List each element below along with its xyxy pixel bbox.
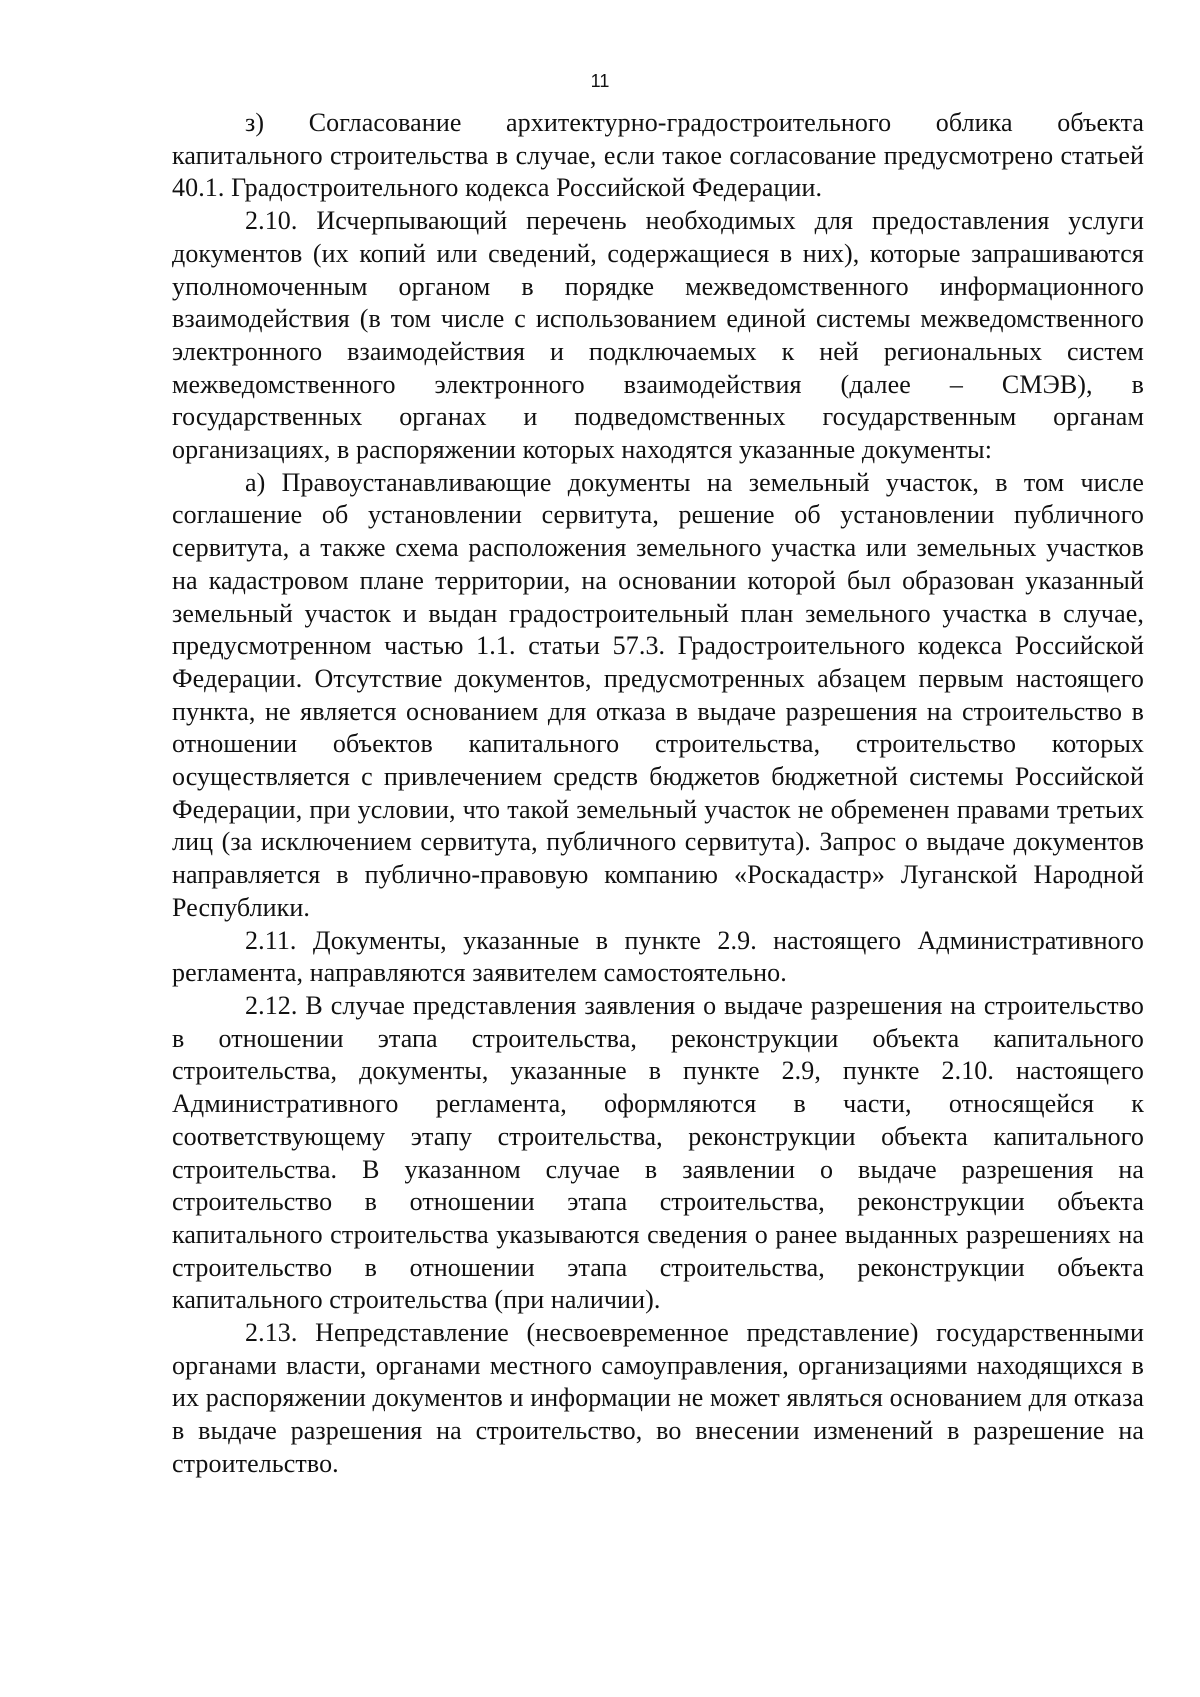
document-body bbox=[172, 107, 1144, 1481]
paragraph-2-12: 2.12. В случае представления заявления о выдаче разрешения на строительство в отношении этапа строительства, реконструкции объекта капитального строительства, документы, указанные в пункте 2.9, пункте 2.10. настоящего Административного регламента, оформляются в части, относящейся к соответствующему этапу строительства, реконструкции объекта капитального строительства. В указанном случае в заявлении о выдаче разрешения на строительство в отношении этапа строительства, реконструкции объекта капитального строительства указываются сведения о ранее выданных разрешениях на строительство в отношении этапа строительства, реконструкции объекта капитального строительства (при наличии). bbox=[172, 990, 1144, 1315]
paragraph-2-10: 2.10. Исчерпывающий перечень необходимых для предоставления услуги документов (их копий или сведений, содержащиеся в них), которые запрашиваются уполномоченным органом в порядке межведомственного информационного взаимодействия (в том числе с использованием единой системы межведомственного электронного взаимодействия и подключаемых к ней региональных систем межведомственного электронного взаимодействия (далее – СМЭВ), в государственных органах и подведомственных государственным органам организациях, в распоряжении которых находятся указанные документы: bbox=[172, 206, 1144, 465]
paragraph-z-architectural-approval: з) Согласование архитектурно-градостроительного облика объекта капитального строительства в случае, если такое согласование предусмотрено статьей 40.1. Градостроительного кодекса Российской Федерации. bbox=[172, 108, 1144, 203]
paragraph-2-11: 2.11. Документы, указанные в пункте 2.9. настоящего Административного регламента, направляются заявителем самостоятельно. bbox=[172, 925, 1144, 988]
paragraph-a-title-documents: а) Правоустанавливающие документы на земельный участок, в том числе соглашение об установлении сервитута, решение об установлении публичного сервитута, а также схема расположения земельного участка или земельных участков на кадастровом плане территории, на основании которой был образован указанный земельный участок и выдан градостроительный план земельного участка в случае, предусмотренном частью 1.1. статьи 57.3. Градостроительного кодекса Российской Федерации. Отсутствие документов, предусмотренных абзацем первым настоящего пункта, не является основанием для отказа в выдаче разрешения на строительство в отношении объектов капитального строительства, строительство которых осуществляется с привлечением средств бюджетов бюджетной системы Российской Федерации, при условии, что такой земельный участок не обременен правами третьих лиц (за исключением сервитута, публичного сервитута). Запрос о выдаче документов направляется в публично-правовую компанию «Роскадастр» Луганской Народной Республики. bbox=[172, 467, 1144, 922]
page-number: 11 bbox=[590, 71, 610, 91]
paragraph-2-13: 2.13. Непредставление (несвоевременное представление) государственными органами власти, органами местного самоуправления, организациями находящихся в их распоряжении документов и информации не может являться основанием для отказа в выдаче разрешения на строительство, во внесении изменений в разрешение на строительство. bbox=[172, 1318, 1144, 1478]
